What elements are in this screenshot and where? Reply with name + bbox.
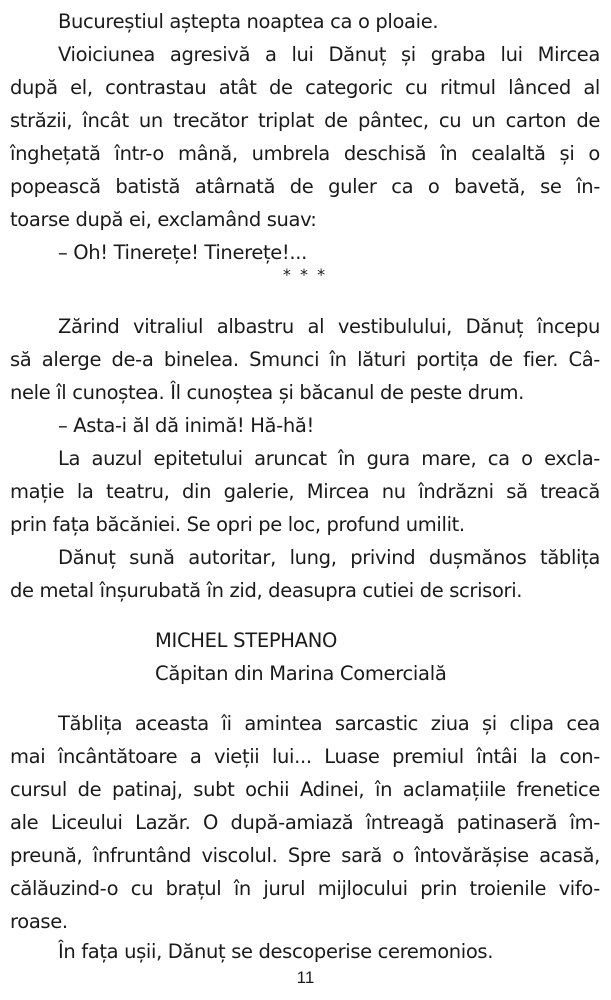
text-line: mai încântătoare a vieții lui... Luase premiul întâi la con-: [10, 745, 600, 768]
text-line: după el, contrastau atât de categoric cu ritmul lânced al: [10, 76, 600, 99]
text-line: mație la teatru, din galerie, Mircea nu îndrăzni să treacă: [10, 480, 600, 503]
text-line: ale Liceului Lazăr. O după-amiază întreagă patinaseră îm-: [10, 811, 600, 834]
text-line: străzii, încât un trecător triplat de pântec, cu un carton de: [10, 109, 600, 132]
text-line: La auzul epitetului aruncat în gura mare, ca o excla-: [58, 447, 600, 470]
text-line: Dănuț sună autoritar, lung, privind dușmănos tăblița: [58, 546, 600, 569]
signature-name: MICHEL STEPHANO: [155, 629, 338, 652]
text-line: de metal înșurubată în zid, deasupra cutiei de scrisori.: [10, 579, 523, 602]
signature-title: Căpitan din Marina Comercială: [155, 662, 447, 685]
text-line: toarse după ei, exclamând suav:: [10, 208, 317, 231]
text-line: nele îl cunoștea. Îl cunoștea și băcanul de peste drum.: [10, 381, 524, 404]
text-line: Vioiciunea agresivă a lui Dănuț și graba lui Mircea: [58, 43, 600, 66]
section-separator: * * *: [282, 265, 328, 284]
text-line: În fața ușii, Dănuț se descoperise ceremonios.: [58, 940, 494, 963]
text-line: popească batistă atârnată de guler ca o bavetă, se în-: [10, 175, 600, 198]
text-line: Tăblița aceasta îi amintea sarcastic ziua și clipa cea: [58, 712, 600, 735]
text-line: înghețată într-o mână, umbrela deschisă în cealaltă și o: [10, 142, 600, 165]
text-line: să alerge de-a binelea. Smunci în lături portița de fier. Câ-: [10, 348, 600, 371]
text-line: Bucureștiul aștepta noaptea ca o ploaie.: [58, 10, 439, 33]
page-number: 11: [296, 968, 315, 987]
text-line: călăuzind-o cu brațul în jurul mijlocului prin troienile vifo-: [10, 877, 600, 900]
text-line: Zărind vitraliul albastru al vestibulului, Dănuț începu: [58, 315, 600, 338]
dialogue-line: – Oh! Tinerețe! Tinerețe!...: [58, 241, 307, 264]
text-line: cursul de patinaj, subt ochii Adinei, în aclamațiile frenetice: [10, 778, 600, 801]
text-line: preună, înfruntând viscolul. Spre sară o întovărășise acasă,: [10, 844, 600, 867]
dialogue-line: – Asta-i ăl dă inimă! Hă-hă!: [58, 414, 314, 437]
text-line: prin fața băcăniei. Se opri pe loc, profund umilit.: [10, 513, 465, 536]
text-line: roase.: [10, 910, 68, 933]
